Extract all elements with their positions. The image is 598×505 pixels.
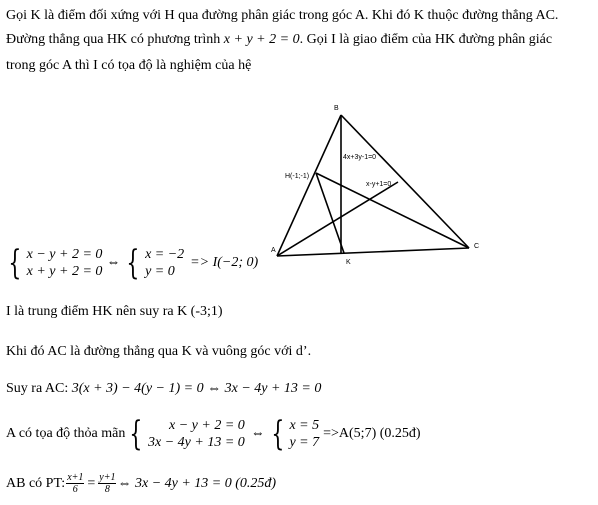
ac-equation-line (6, 380, 321, 398)
intro-line-2 (6, 31, 552, 49)
label-a: A (271, 247, 276, 254)
side-bc (341, 115, 469, 248)
system-2-solution (289, 417, 319, 451)
side-ab (277, 115, 341, 256)
label-h: H(-1;-1) (285, 173, 310, 180)
system-1-iff: ⇔ (106, 255, 121, 270)
ab-fraction-2-numerator: y+1 (99, 472, 116, 483)
system-2-iff: ⇔ (250, 426, 265, 441)
ab-fraction-2 (98, 472, 116, 495)
system-1-r2: y = 0 (145, 264, 175, 279)
label-k: K (346, 259, 351, 266)
intro-line-1 (6, 7, 558, 25)
system-2-result-brace: { (271, 414, 285, 454)
system-2-prefix: A có tọa độ thỏa mãn (6, 426, 126, 441)
intro-line-3-text: trong góc A thì I có tọa độ là nghiệm của hệ (6, 58, 252, 73)
intro-line-2-text-b: . Gọi I là giao điểm của HK đường phân giác (299, 32, 553, 47)
label-line-altitude-b: 4x+3y-1=0 (343, 154, 377, 161)
system-1-equations (27, 246, 103, 280)
system-1-eq2: x + y + 2 = 0 (26, 264, 103, 279)
system-1-solution (145, 246, 184, 280)
system-2-result: =>A(5;7) (0.25đ) (323, 426, 421, 441)
system-2-eq1: x − y + 2 = 0 (169, 418, 245, 433)
system-1 (4, 243, 259, 283)
ac-line (6, 343, 311, 361)
midpoint-line (6, 303, 223, 321)
ab-rest: ⇔ 3x − 4y + 13 = 0 (0.25đ) (117, 475, 277, 491)
ac-line-text: Khi đó AC là đường thẳng qua K và vuông góc với d’. (6, 344, 312, 359)
system-1-r1: x = −2 (145, 247, 185, 262)
ab-fraction-1-denominator: 6 (72, 484, 78, 495)
ab-fraction-1-numerator: x+1 (67, 472, 84, 483)
system-2-eq2: 3x − 4y + 13 = 0 (148, 435, 245, 450)
ac-equation-prefix: Suy ra AC: (6, 381, 72, 396)
label-b: B (334, 105, 339, 112)
label-line-bisector: x-y+1=0 (366, 181, 392, 188)
system-1-result-brace: { (126, 243, 140, 283)
system-2-r1: x = 5 (289, 418, 320, 433)
ab-equation-line (6, 472, 276, 495)
system-2-r2: y = 7 (289, 435, 320, 450)
side-ac (277, 248, 469, 256)
ab-fraction-1 (66, 472, 84, 495)
intro-line-1-text: Gọi K là điểm đối xứng với H qua đường phân giác trong góc A. Khi đó K thuộc đường thẳng AC. (6, 8, 559, 23)
system-2-equations (148, 417, 245, 451)
system-1-eq1: x − y + 2 = 0 (26, 247, 103, 262)
intro-line-2-text-a: Đường thẳng qua HK có phương trình (6, 32, 224, 47)
hk-equation: x + y + 2 = 0 (223, 32, 300, 47)
midpoint-line-text: I là trung điểm HK nên suy ra K (-3;1) (6, 304, 223, 319)
system-2-brace: { (129, 414, 143, 454)
ac-equation: 3(x + 3) − 4(y − 1) = 0 ⇔ 3x − 4y + 13 = 0 (71, 381, 322, 396)
intro-line-3 (6, 57, 251, 75)
ab-prefix: AB có PT: (6, 475, 66, 491)
system-2 (6, 414, 421, 454)
triangle-figure (270, 100, 490, 270)
label-c: C (474, 243, 480, 250)
system-1-brace: { (8, 243, 22, 283)
bisector-from-a (277, 182, 398, 256)
ab-equals: = (87, 475, 96, 491)
ab-fraction-2-denominator: 8 (104, 484, 110, 495)
system-1-result: => I(−2; 0) (190, 255, 259, 270)
